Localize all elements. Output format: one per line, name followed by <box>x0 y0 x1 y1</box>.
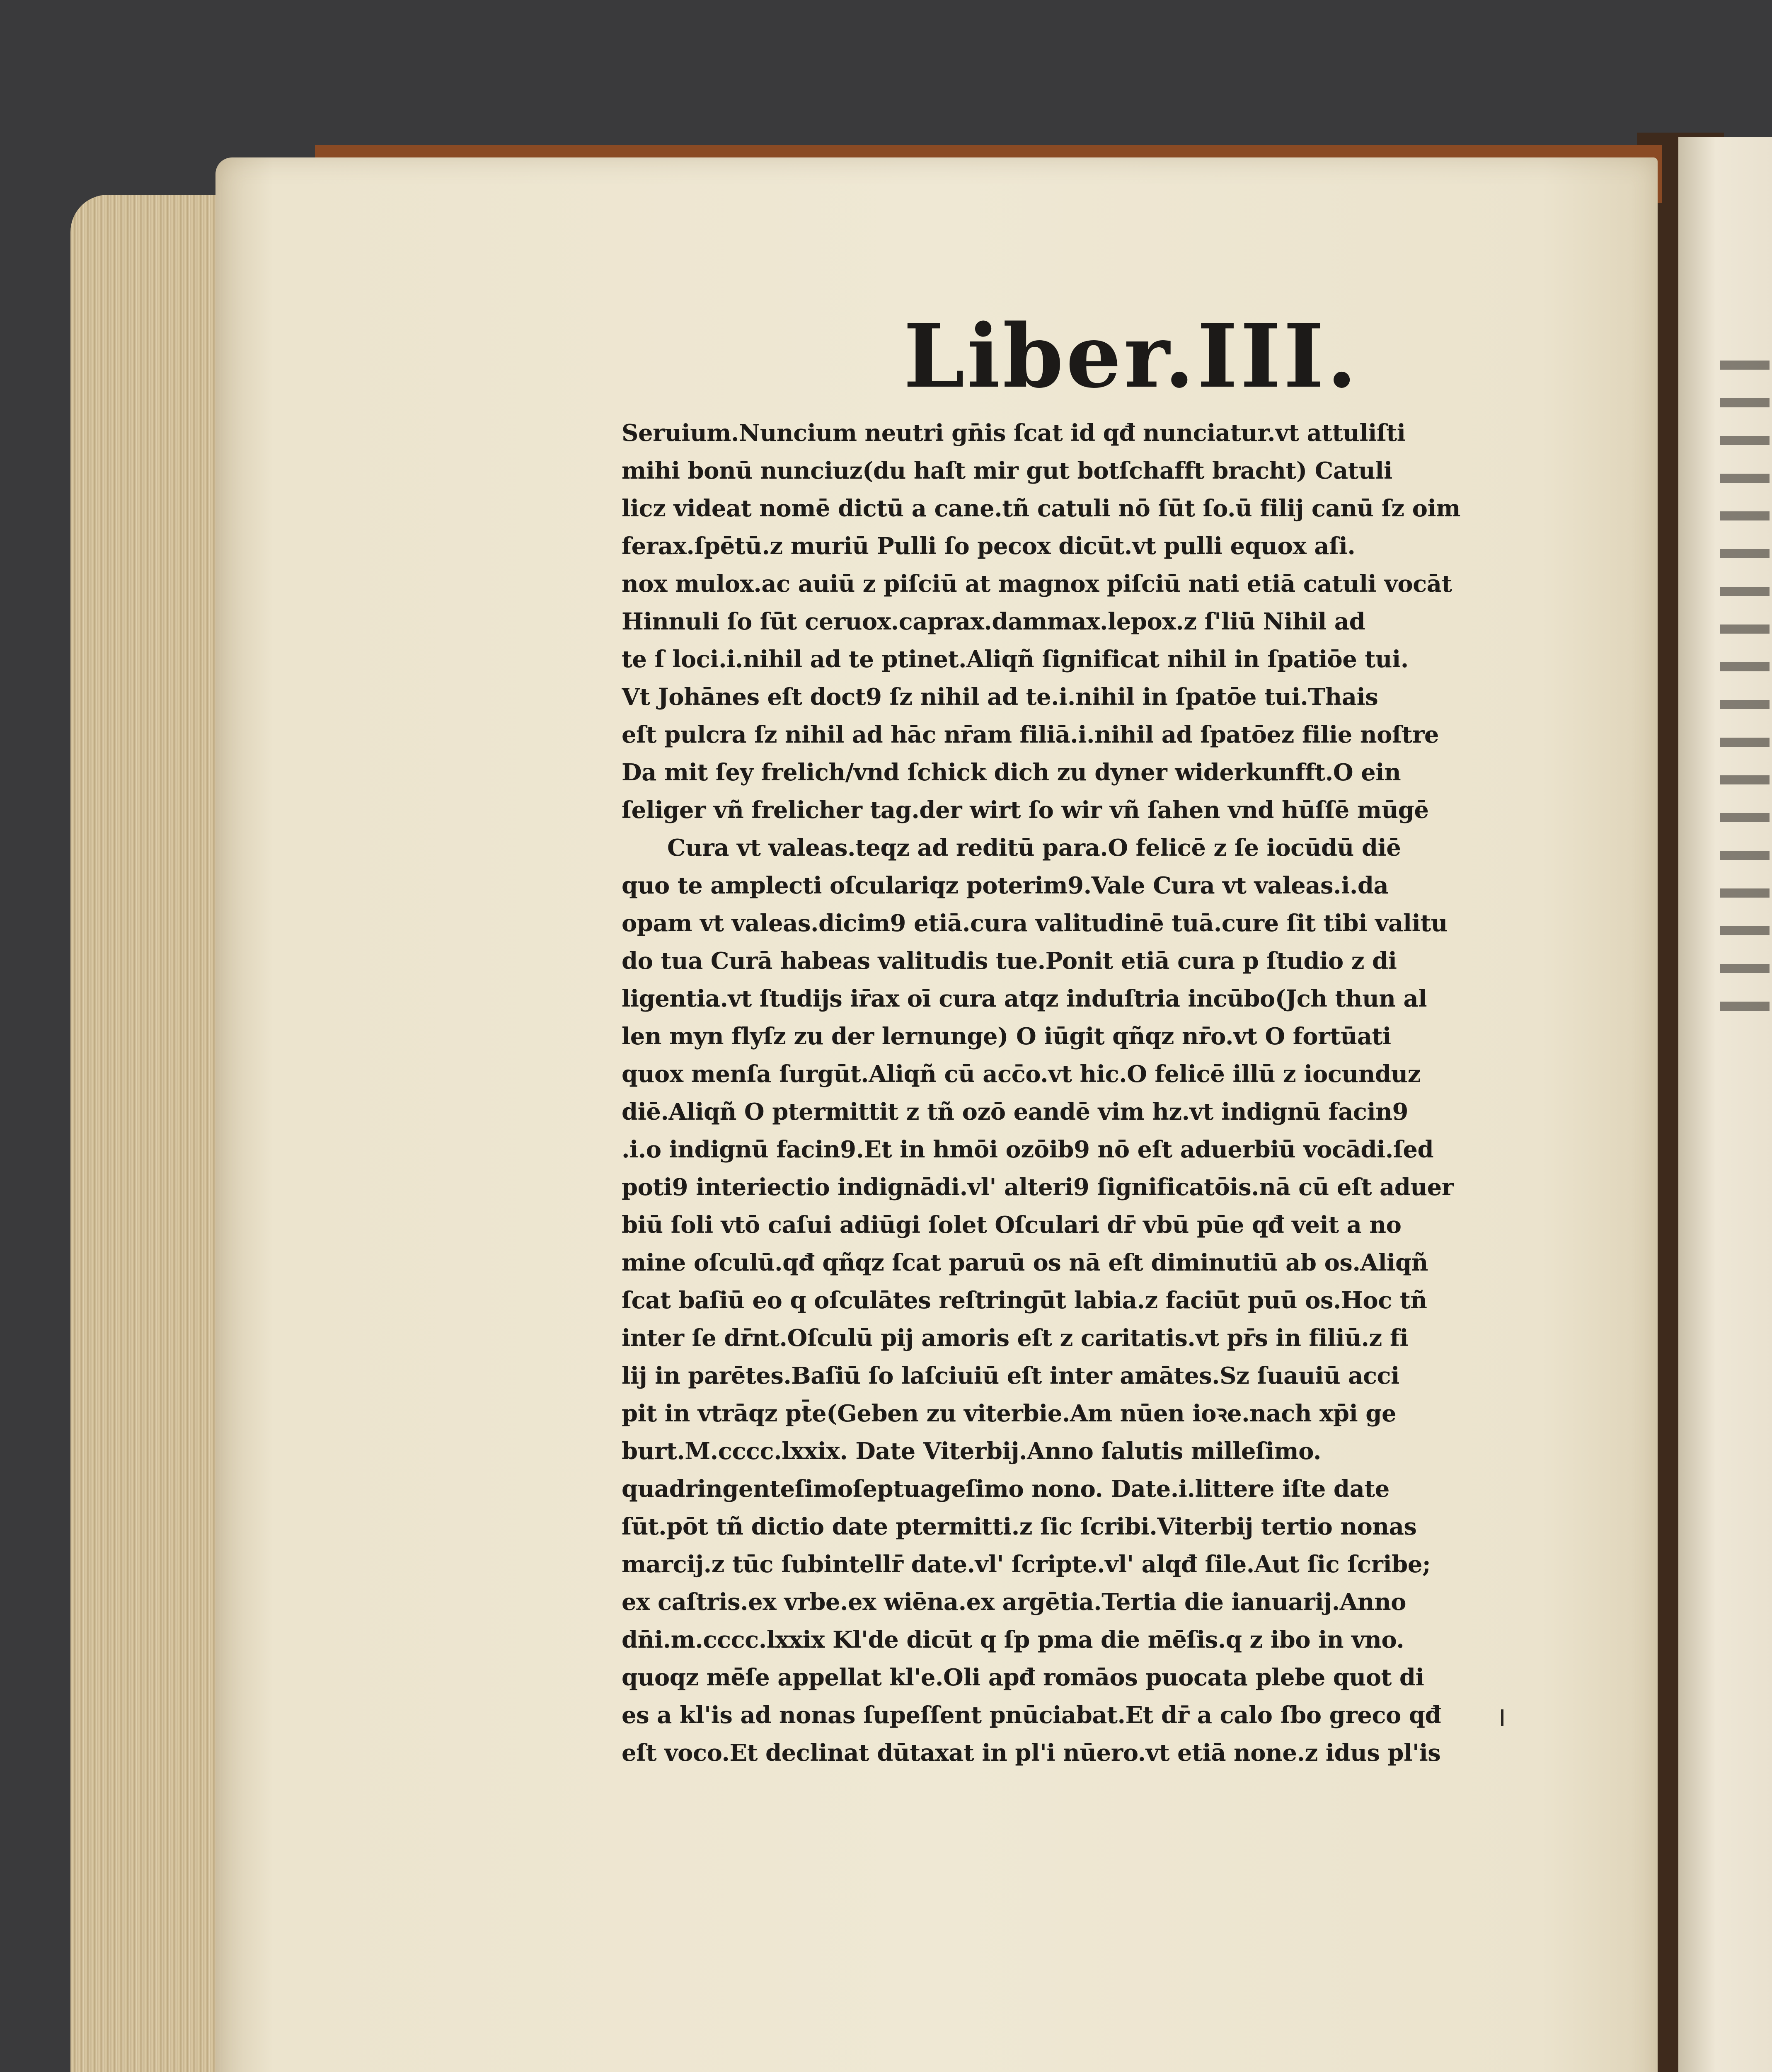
text-line: ferax.ſpētū.z muriū Pulli ſo pecox dicūt.vt pulli equox aſi. <box>622 533 1356 560</box>
text-line: es a kl'is ad nonas ſupeſſent pnūciabat.Et dr̄ a calo ſbo greco qđ <box>622 1702 1441 1729</box>
text-line: quoqz mēſe appellat kl'e.Oli apđ romāos puocata plebe quot di <box>622 1664 1424 1691</box>
text-line: inter ſe dr̄nt.Oſculū pij amoris eſt z caritatis.vt pr̄s in filiū.z fi <box>622 1324 1409 1352</box>
text-line: ſūt.pōt tñ dictio date ptermitti.z ſic ſcribi.Viterbij tertio nonas <box>622 1513 1417 1540</box>
text-line: ſeliger vñ frelicher tag.der wirt ſo wir vñ ſahen vnd hūſſē mūgē <box>622 796 1429 824</box>
text-line: Vt Johānes eſt doct9 ſz nihil ad te.i.nihil in ſpatōe tui.Thais <box>622 683 1378 711</box>
text-line: mine oſculū.qđ qñqz ſcat paruū os nā eſt diminutiū ab os.Aliqñ <box>622 1249 1428 1276</box>
text-line: Da mit ſey frelich/vnd ſchick dich zu dyner widerkunfft.O ein <box>622 759 1401 786</box>
text-line: Hinnuli ſo ſūt ceruox.caprax.dammax.lepox.z ſ'liū Nihil ad <box>622 608 1365 635</box>
margin-mark <box>1501 1709 1503 1726</box>
running-head: Liber.III. <box>903 305 1360 407</box>
text-line: marcij.z tūc ſubintellr̄ date.vl' ſcripte.vl' alqđ ſile.Aut ſic ſcribe; <box>622 1551 1431 1578</box>
text-line: dn̄i.m.cccc.lxxix Kl'de dicūt q ſp pma die mēſis.q z ibo in vno. <box>622 1626 1404 1653</box>
text-line: do tua Curā habeas valitudis tue.Ponit etiā cura p ſtudio z di <box>622 947 1397 975</box>
text-line: eſt pulcra ſz nihil ad hāc nr̄am filiā.i.nihil ad ſpatōez filie noſtre <box>622 721 1439 748</box>
text-line: ligentia.vt ſtudijs ir̄ax oī cura atqz induſtria incūbo(Jch thun al <box>622 985 1427 1012</box>
text-line: lij in parētes.Baſiū ſo laſciuiū eſt inter amātes.Sz ſuauiū acci <box>622 1362 1399 1389</box>
text-line: ſcat baſiū eo q oſculātes reſtringūt labia.z faciūt puū os.Hoc tñ <box>622 1287 1427 1314</box>
text-line: diē.Aliqñ O ptermittit z tñ ozō eandē vim hz.vt indignū facin9 <box>622 1098 1408 1126</box>
text-line: ex caſtris.ex vrbe.ex wiēna.ex argētia.Tertia die ianuarij.Anno <box>622 1588 1406 1616</box>
facing-page-text-fragment <box>1720 361 1770 1024</box>
text-line: mihi bonū nunciuz(du haſt mir gut botſchafft bracht) Catuli <box>622 457 1392 484</box>
text-line: licz videat nomē dictū a cane.tñ catuli nō ſūt ſo.ū filij canū ſz oim <box>622 495 1460 522</box>
text-line: opam vt valeas.dicim9 etiā.cura valitudinē tuā.cure ſit tibi valitu <box>622 910 1448 937</box>
body-text <box>622 414 1488 1772</box>
text-line: biū ſoli vtō caſui adiūgi ſolet Oſculari dr̄ vbū pūe qđ veit a no <box>622 1211 1402 1239</box>
text-line: len myn flyſz zu der lernunge) O iūgit qñqz nr̄o.vt O fortūati <box>622 1023 1391 1050</box>
text-line: Cura vt valeas.teqz ad reditū para.O felicē z ſe iocūdū diē <box>667 834 1401 862</box>
text-line: eſt voco.Et declinat dūtaxat in pl'i nūero.vt etiā none.z idus pl'is <box>622 1739 1441 1767</box>
text-line: Seruium.Nuncium neutri gn̄is ſcat id qđ nunciatur.vt attuliſti <box>622 419 1406 447</box>
text-line: pit in vtrāqz pt̄e(Geben zu viterbie.Am nūen ioꝛe.nach xp̄i ge <box>622 1400 1397 1427</box>
text-line: nox mulox.ac auiū z piſciū at magnox piſciū nati etiā catuli vocāt <box>622 570 1452 598</box>
text-line: poti9 interiectio indignādi.vl' alteri9 ſignificatōis.nā cū eſt aduer <box>622 1174 1454 1201</box>
text-line: burt.M.cccc.lxxix. Date Viterbij.Anno ſalutis milleſimo. <box>622 1438 1322 1465</box>
text-line: quox menſa ſurgūt.Aliqñ cū acc̄o.vt hic.O felicē illū z iocunduz <box>622 1060 1421 1088</box>
text-line: te ſ loci.i.nihil ad te ptinet.Aliqñ ſignificat nihil in ſpatiōe tui. <box>622 646 1409 673</box>
text-line: .i.o indignū facin9.Et in hmōi ozōib9 nō eſt aduerbiū vocādi.ſed <box>622 1136 1434 1163</box>
text-line: quadringenteſimoſeptuageſimo nono. Date.i.littere iſte date <box>622 1475 1390 1503</box>
text-line: quo te amplecti oſculariqz poterim9.Vale Cura vt valeas.i.da <box>622 872 1389 899</box>
